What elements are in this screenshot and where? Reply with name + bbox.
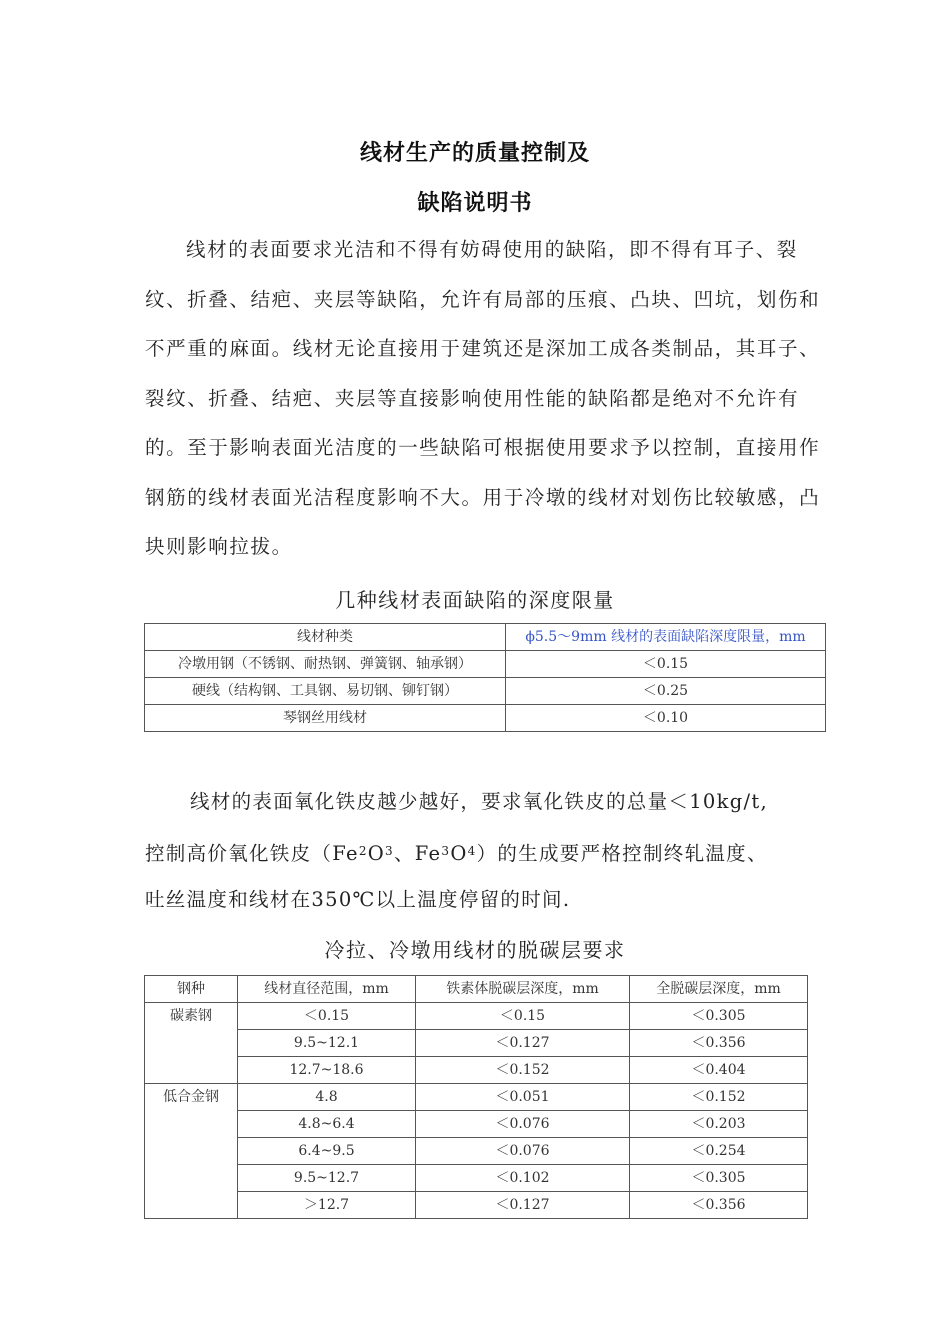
defect-depth-table: [144, 623, 826, 732]
full-depth-cell: ＜0.152: [630, 1084, 808, 1111]
ferrite-depth-cell: ＜0.076: [416, 1138, 630, 1165]
text-span: ）的生成要严格控制终轧温度、: [476, 842, 768, 865]
header-depth-limit: ϕ5.5～9mm 线材的表面缺陷深度限量，mm: [506, 624, 826, 651]
header-full-depth: 全脱碳层深度，mm: [630, 976, 808, 1003]
wire-type-cell: 琴钢丝用线材: [145, 705, 506, 732]
document-title-line2: 缺陷说明书: [417, 190, 533, 216]
full-depth-cell: ＜0.404: [630, 1057, 808, 1084]
text-span: 控制高价氧化铁皮（Fe: [145, 842, 359, 865]
diameter-cell: 12.7~18.6: [238, 1057, 416, 1084]
header-wire-type: 线材种类: [145, 624, 506, 651]
steel-grade-cell: 碳素钢: [145, 1003, 238, 1084]
text-span: O: [450, 842, 468, 865]
ferrite-depth-cell: ＜0.127: [416, 1192, 630, 1219]
diameter-cell: ＜0.15: [238, 1003, 416, 1030]
superscript: 3: [385, 844, 394, 858]
full-depth-cell: ＜0.305: [630, 1165, 808, 1192]
oxide-paragraph-line1: 线材的表面氧化铁皮越少越好，要求氧化铁皮的总量＜10kg/t,: [190, 790, 769, 813]
depth-limit-cell: ＜0.15: [506, 651, 826, 678]
diameter-cell: 4.8: [238, 1084, 416, 1111]
decarburization-table: [144, 975, 808, 1219]
ferrite-depth-cell: ＜0.102: [416, 1165, 630, 1192]
header-ferrite-depth: 铁素体脱碳层深度，mm: [416, 976, 630, 1003]
table-row: [145, 1057, 808, 1084]
full-depth-cell: ＜0.356: [630, 1192, 808, 1219]
superscript: 3: [441, 844, 451, 858]
table-row: [145, 1138, 808, 1165]
wire-type-cell: 冷墩用钢（不锈钢、耐热钢、弹簧钢、轴承钢）: [145, 651, 506, 678]
table2-caption: 冷拉、冷墩用线材的脱碳层要求: [324, 938, 626, 962]
diameter-cell: 9.5~12.7: [238, 1165, 416, 1192]
diameter-cell: 6.4~9.5: [238, 1138, 416, 1165]
depth-limit-cell: ＜0.25: [506, 678, 826, 705]
document-title-line1: 线材生产的质量控制及: [359, 140, 590, 166]
full-depth-cell: ＜0.254: [630, 1138, 808, 1165]
table-row: [145, 1003, 808, 1030]
depth-limit-cell: ＜0.10: [506, 705, 826, 732]
ferrite-depth-cell: ＜0.076: [416, 1111, 630, 1138]
diameter-cell: 9.5~12.1: [238, 1030, 416, 1057]
oxide-paragraph-line2: [145, 838, 835, 866]
header-diameter-range: 线材直径范围，mm: [238, 976, 416, 1003]
wire-type-cell: 硬线（结构钢、工具钢、易切钢、铆钉钢）: [145, 678, 506, 705]
ferrite-depth-cell: ＜0.15: [416, 1003, 630, 1030]
ferrite-depth-cell: ＜0.152: [416, 1057, 630, 1084]
ferrite-depth-cell: ＜0.127: [416, 1030, 630, 1057]
header-steel-grade: 钢种: [145, 976, 238, 1003]
full-depth-cell: ＜0.356: [630, 1030, 808, 1057]
text-span: O: [367, 842, 386, 865]
table-row: [145, 678, 826, 705]
ferrite-depth-cell: ＜0.051: [416, 1084, 630, 1111]
table-row: [145, 1111, 808, 1138]
table-row: [145, 1030, 808, 1057]
full-depth-cell: ＜0.203: [630, 1111, 808, 1138]
table-row: [145, 651, 826, 678]
oxide-paragraph-line3: 吐丝温度和线材在350℃以上温度停留的时间.: [145, 888, 571, 911]
intro-paragraph: 线材的表面要求光洁和不得有妨碍使用的缺陷，即不得有耳子、裂纹、折叠、结疤、夹层等缺陷，允许有局部的压痕、凸块、凹坑，划伤和不严重的麻面。线材无论直接用于建筑还是深加工成各类制品，其耳子、裂纹、折叠、结疤、夹层等直接影响使用性能的缺陷都是绝对不允许有的。至于影响表面光洁度的一些缺陷可根据使用要求予以控制，直接用作钢筋的线材表面光洁程度影响不大。用于冷墩的线材对划伤比较敏感，凸块则影响拉拔。: [145, 238, 821, 558]
superscript: 2: [358, 844, 368, 858]
table-row: [145, 1084, 808, 1111]
superscript: 4: [467, 844, 477, 858]
text-span: 、Fe: [393, 842, 442, 865]
diameter-cell: ＞12.7: [238, 1192, 416, 1219]
full-depth-cell: ＜0.305: [630, 1003, 808, 1030]
table-header-row: [145, 624, 826, 651]
table-row: [145, 1165, 808, 1192]
table-row: [145, 705, 826, 732]
steel-grade-cell: 低合金钢: [145, 1084, 238, 1219]
table-row: [145, 1192, 808, 1219]
table-header-row: [145, 976, 808, 1003]
table1-caption: 几种线材表面缺陷的深度限量: [335, 588, 615, 612]
diameter-cell: 4.8~6.4: [238, 1111, 416, 1138]
